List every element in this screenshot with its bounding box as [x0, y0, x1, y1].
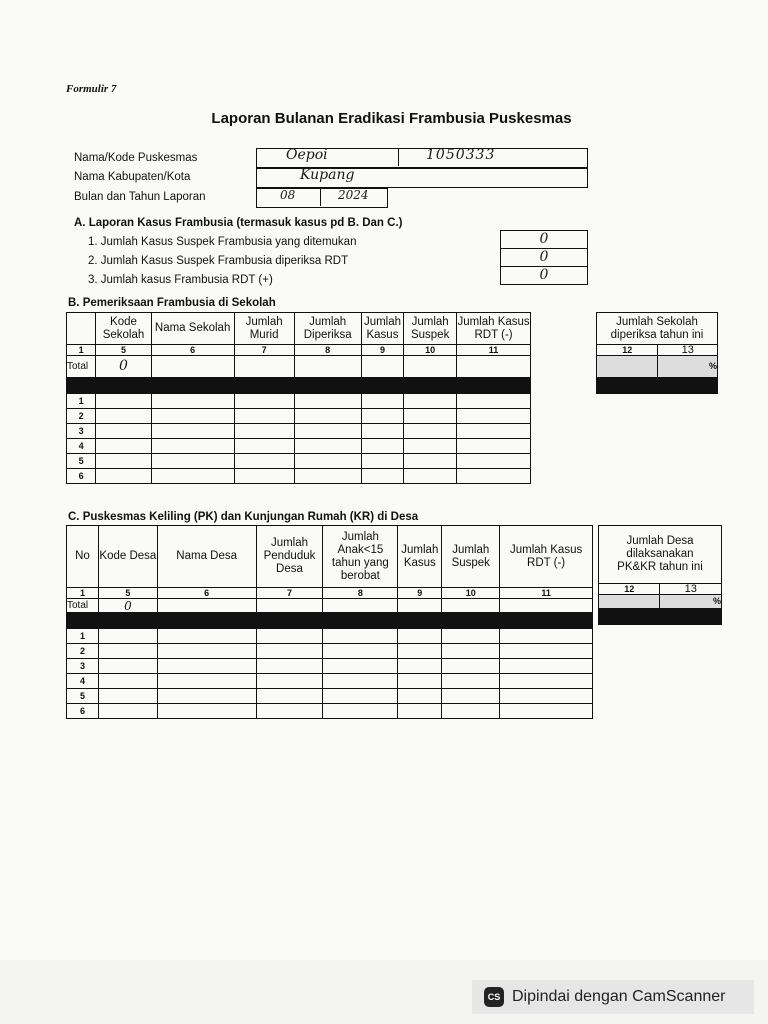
label-kabupaten: Nama Kabupaten/Kota [74, 171, 191, 183]
section-b-heading: B. Pemeriksaan Frambusia di Sekolah [68, 297, 276, 309]
table-row: 2 [67, 644, 99, 659]
b-side-colnum: 13 [658, 345, 718, 356]
camscanner-logo-icon: CS [484, 987, 504, 1007]
table-row: 2 [67, 409, 96, 424]
section-a-value-1: 0 [501, 231, 588, 249]
b-colnum: 6 [151, 345, 234, 356]
c-side-header: Jumlah Desa dilaksanakan PK&KR tahun ini [599, 526, 722, 584]
table-cell [361, 356, 403, 378]
label-bulan-tahun: Bulan dan Tahun Laporan [74, 191, 206, 203]
b-total-label: Total [67, 356, 96, 378]
tahun-value: 2024 [338, 188, 369, 202]
table-cell [151, 356, 234, 378]
b-header-nama: Nama Sekolah [151, 313, 234, 345]
identity-divider-2 [320, 188, 321, 206]
section-c-heading: C. Puskesmas Keliling (PK) dan Kunjungan Rumah (KR) di Desa [68, 511, 419, 523]
table-cell [442, 599, 500, 613]
b-header-kode: Kode Sekolah [96, 313, 151, 345]
section-a-heading: A. Laporan Kasus Frambusia (termasuk kasus pd B. Dan C.) [74, 217, 403, 229]
b-header-murid: Jumlah Murid [234, 313, 294, 345]
b-colnum: 11 [457, 345, 531, 356]
table-cell [256, 599, 323, 613]
table-cell [323, 599, 398, 613]
c-header-anak: Jumlah Anak<15 tahun yang berobat [323, 526, 398, 588]
black-separator [597, 378, 718, 394]
section-c-side-table [598, 525, 722, 625]
c-colnum: 11 [500, 588, 593, 599]
c-side-colnum: 13 [660, 584, 722, 595]
table-row: 5 [67, 454, 96, 469]
table-cell [597, 356, 658, 378]
b-header-suspek: Jumlah Suspek [404, 313, 457, 345]
b-side-pct: % [658, 356, 718, 378]
table-row: 4 [67, 439, 96, 454]
section-a-value-3: 0 [501, 267, 588, 285]
table-row: 6 [67, 704, 99, 719]
bulan-value: 08 [280, 188, 296, 202]
c-header-penduduk: Jumlah Penduduk Desa [256, 526, 323, 588]
b-colnum: 7 [234, 345, 294, 356]
kode-puskesmas-value: 1050333 [426, 147, 496, 163]
camscanner-watermark [472, 980, 754, 1014]
c-total-kode: 0 [98, 599, 157, 613]
c-colnum: 10 [442, 588, 500, 599]
c-colnum: 8 [323, 588, 398, 599]
b-header-no [67, 313, 96, 345]
camscanner-text: Dipindai dengan CamScanner [512, 988, 726, 1005]
b-header-kasus: Jumlah Kasus [361, 313, 403, 345]
section-a-values [500, 230, 588, 285]
black-separator [599, 609, 722, 625]
section-a-item-2: 2. Jumlah Kasus Suspek Frambusia diperiksa RDT [88, 255, 349, 267]
b-colnum: 8 [294, 345, 361, 356]
c-header-rdt: Jumlah Kasus RDT (-) [500, 526, 593, 588]
table-row: 3 [67, 424, 96, 439]
b-side-header: Jumlah Sekolah diperiksa tahun ini [597, 313, 718, 345]
c-header-nama: Nama Desa [157, 526, 256, 588]
section-b-side-table [596, 312, 718, 394]
c-colnum: 6 [157, 588, 256, 599]
b-header-diperiksa: Jumlah Diperiksa [294, 313, 361, 345]
table-cell [234, 356, 294, 378]
c-colnum: 5 [98, 588, 157, 599]
c-total-label: Total [67, 599, 99, 613]
page-title: Laporan Bulanan Eradikasi Frambusia Puskesmas [211, 110, 572, 127]
table-cell [457, 356, 531, 378]
table-row: 4 [67, 674, 99, 689]
b-colnum: 5 [96, 345, 151, 356]
form-number: Formulir 7 [66, 83, 117, 95]
section-a-item-1: 1. Jumlah Kasus Suspek Frambusia yang ditemukan [88, 236, 357, 248]
label-nama-kode: Nama/Kode Puskesmas [74, 152, 198, 164]
c-header-no: No [67, 526, 99, 588]
b-colnum: 10 [404, 345, 457, 356]
b-total-kode: 0 [96, 356, 151, 378]
b-side-colnum: 12 [597, 345, 658, 356]
c-header-suspek: Jumlah Suspek [442, 526, 500, 588]
b-header-rdt: Jumlah Kasus RDT (-) [457, 313, 531, 345]
table-cell [500, 599, 593, 613]
black-separator [67, 613, 593, 629]
section-b-table [66, 312, 531, 484]
nama-puskesmas-value: Oepoi [286, 147, 328, 163]
table-cell [404, 356, 457, 378]
table-row: 3 [67, 659, 99, 674]
c-header-kasus: Jumlah Kasus [398, 526, 442, 588]
identity-divider [398, 148, 399, 166]
table-row: 1 [67, 394, 96, 409]
table-cell [599, 595, 660, 609]
black-separator [67, 378, 531, 394]
c-side-colnum: 12 [599, 584, 660, 595]
c-side-pct: % [660, 595, 722, 609]
kabupaten-value: Kupang [300, 167, 355, 183]
b-colnum: 9 [361, 345, 403, 356]
table-cell [157, 599, 256, 613]
table-cell [398, 599, 442, 613]
table-row: 1 [67, 629, 99, 644]
c-colnum: 1 [67, 588, 99, 599]
c-colnum: 9 [398, 588, 442, 599]
b-colnum: 1 [67, 345, 96, 356]
table-row: 6 [67, 469, 96, 484]
c-colnum: 7 [256, 588, 323, 599]
c-header-kode: Kode Desa [98, 526, 157, 588]
table-row: 5 [67, 689, 99, 704]
table-cell [294, 356, 361, 378]
section-a-value-2: 0 [501, 249, 588, 267]
section-a-item-3: 3. Jumlah kasus Frambusia RDT (+) [88, 274, 273, 286]
section-c-table [66, 525, 593, 719]
